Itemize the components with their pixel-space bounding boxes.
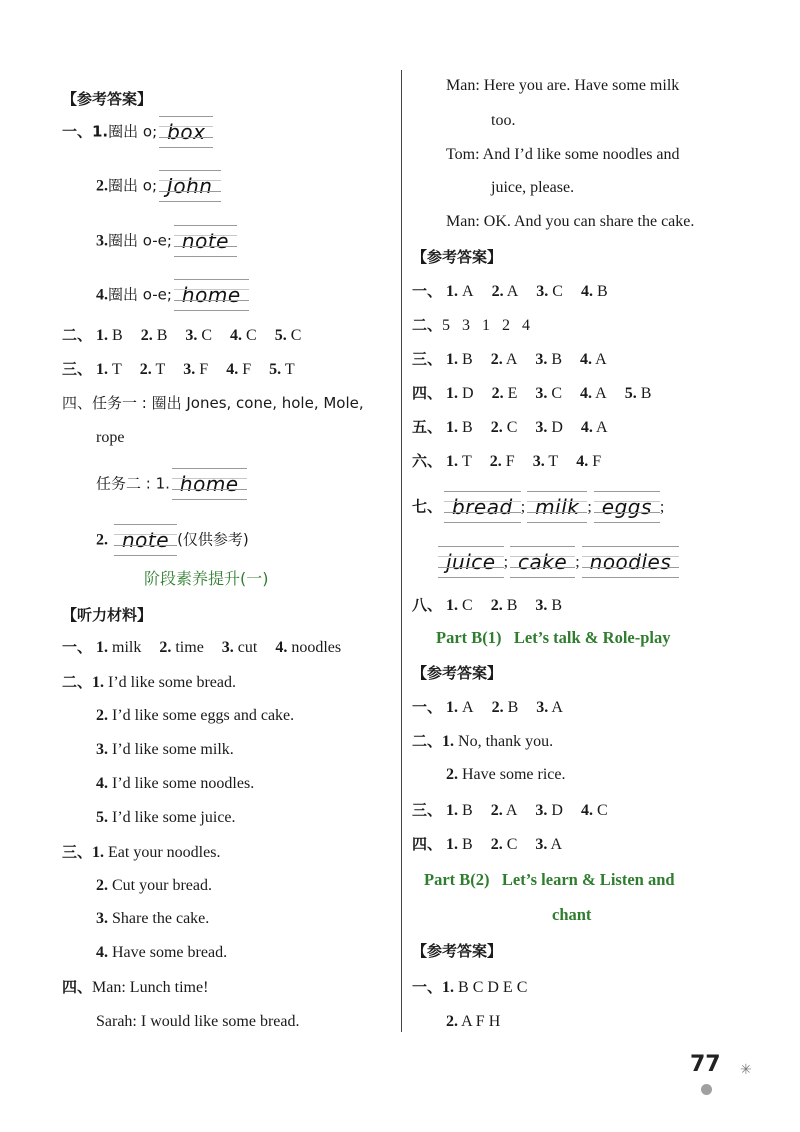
s4-q2: 2. note (仅供参考): [96, 522, 249, 560]
star-icon: ✳: [740, 1062, 752, 1078]
stage-title: 阶段素养提升(一): [144, 569, 269, 588]
answer-header: 【参考答案】: [412, 664, 503, 682]
handwritten-word: John: [159, 168, 221, 206]
p3-answers: 三、 1. B 2. A 3. D 4. C: [412, 801, 608, 819]
s1-q4: 4.圈出 o-e; home: [96, 277, 249, 315]
l3-line4: 4. Have some bread.: [96, 944, 228, 961]
dialog-tom1b: juice, please.: [491, 179, 575, 196]
p2-line2: 2. Have some rice.: [446, 766, 566, 783]
part-b2-title-cont: chant: [552, 905, 592, 924]
r7-line2: juice ; cake ; noodles: [436, 544, 679, 582]
l3-line3: 3. Share the cake.: [96, 910, 210, 927]
answer-header: 【参考答案】: [412, 248, 503, 266]
dialog-man1b: too.: [491, 112, 516, 129]
l2-line2: 2. I’d like some eggs and cake.: [96, 707, 295, 724]
l4-line2: Sarah: I would like some bread.: [96, 1013, 300, 1030]
r1-answers: 一、 1. A 2. A 3. C 4. B: [412, 282, 608, 300]
l2-line5: 5. I’d like some juice.: [96, 809, 236, 826]
r2-answers: 二、5 3 1 2 4: [412, 316, 531, 334]
r8-answers: 八、 1. C 2. B 3. B: [412, 596, 563, 614]
q2-line: 2. A F H: [446, 1013, 501, 1030]
s1-q3: 3.圈出 o-e; note: [96, 223, 237, 261]
handwritten-word: note: [114, 522, 177, 560]
r5-answers: 五、 1. B 2. C 3. D 4. A: [412, 418, 608, 436]
p2-line1: 二、1. No, thank you.: [412, 732, 554, 750]
page-dot-icon: [701, 1084, 712, 1095]
l4-line1: 四、Man: Lunch time!: [62, 978, 209, 996]
column-divider: [401, 70, 402, 1032]
p4-answers: 四、 1. B 2. C 3. A: [412, 835, 563, 853]
handwritten-word: cake: [510, 544, 575, 582]
s4-line2: rope: [96, 429, 125, 446]
dialog-tom1a: Tom: And I’d like some noodles and: [446, 146, 680, 163]
l2-line3: 3. I’d like some milk.: [96, 741, 234, 758]
handwritten-word: box: [159, 114, 213, 152]
handwritten-word: home: [172, 466, 247, 504]
r3-answers: 三、 1. B 2. A 3. B 4. A: [412, 350, 607, 368]
answer-header: 【参考答案】: [412, 942, 503, 960]
handwritten-word: eggs: [594, 489, 660, 527]
handwritten-word: note: [174, 223, 237, 261]
listening-header: 【听力材料】: [62, 606, 153, 624]
s1-q2: 2.圈出 o; John: [96, 168, 221, 206]
handwritten-word: home: [174, 277, 249, 315]
handwritten-word: noodles: [582, 544, 680, 582]
r7-line1: 七、 bread ; milk ; eggs ;: [412, 489, 664, 527]
r4-answers: 四、 1. D 2. E 3. C 4. A 5. B: [412, 384, 652, 402]
p1-answers: 一、 1. A 2. B 3. A: [412, 698, 563, 716]
dialog-man2: Man: OK. And you can share the cake.: [446, 213, 695, 230]
l2-line4: 4. I’d like some noodles.: [96, 775, 255, 792]
r6-answers: 六、 1. T 2. F 3. T 4. F: [412, 452, 602, 470]
s4-line1: 四、任务一 : 圈出 Jones, cone, hole, Mole,: [62, 394, 364, 412]
handwritten-word: bread: [444, 489, 521, 527]
q1-line: 一、1. B C D E C: [412, 978, 528, 996]
l3-line2: 2. Cut your bread.: [96, 877, 212, 894]
s4-task2: 任务二 : 1. home: [96, 466, 247, 504]
s2-answers: 二、 1. B 2. B 3. C 4. C 5. C: [62, 326, 302, 344]
handwritten-word: juice: [438, 544, 504, 582]
dialog-man1a: Man: Here you are. Have some milk: [446, 77, 680, 94]
answer-header: 【参考答案】: [62, 90, 153, 108]
l1-items: 一、 1. milk 2. time 3. cut 4. noodles: [62, 638, 342, 656]
s1-q1: 一、1.圈出 o; box: [62, 114, 213, 152]
page-number: 77: [690, 1052, 721, 1077]
handwritten-word: milk: [527, 489, 587, 527]
part-b2-title: Part B(2) Let’s learn & Listen and: [424, 870, 675, 889]
l3-line1: 三、1. Eat your noodles.: [62, 843, 221, 861]
l2-line1: 二、1. I’d like some bread.: [62, 673, 236, 691]
part-b1-title: Part B(1) Let’s talk & Role-play: [436, 628, 671, 647]
s3-answers: 三、 1. T 2. T 3. F 4. F 5. T: [62, 360, 295, 378]
